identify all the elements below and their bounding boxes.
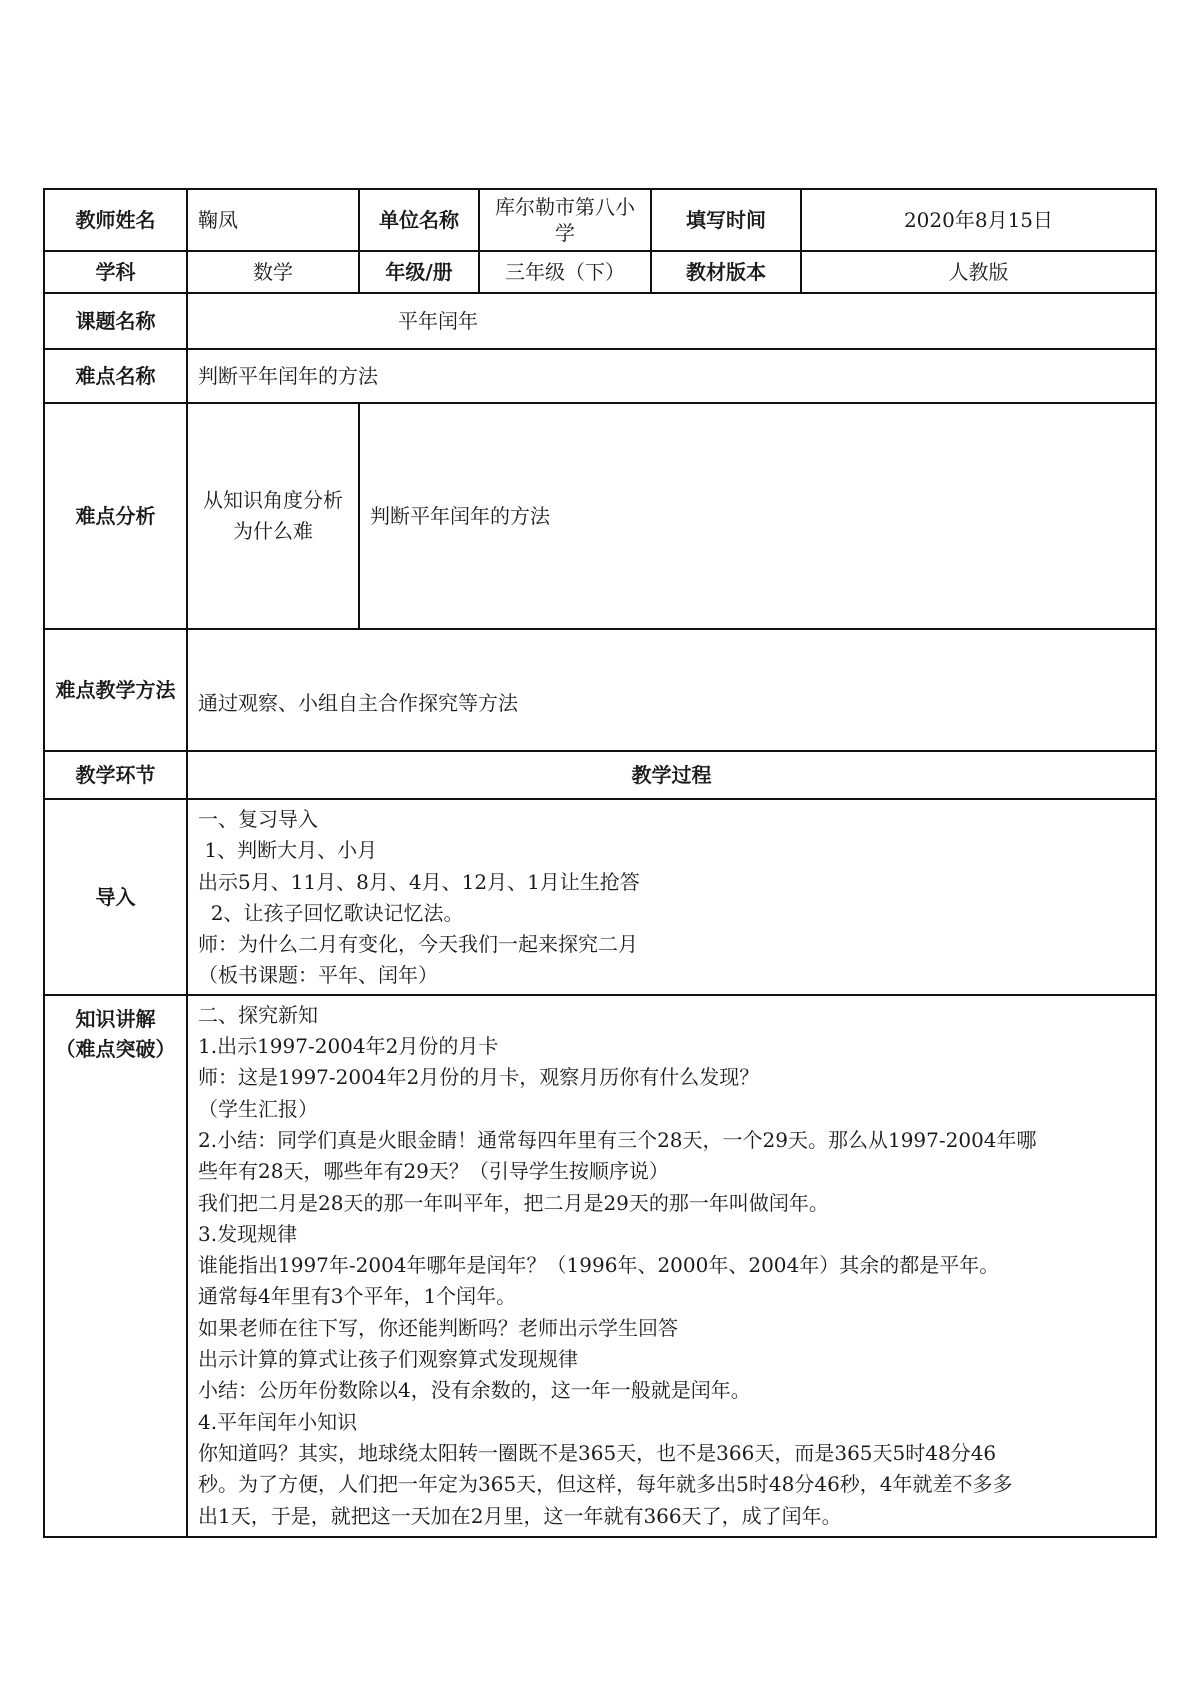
unit-name-value: 库尔勒市第八小学 — [479, 189, 651, 251]
knowledge-line: 通常每4年里有3个平年，1个闰年。 — [198, 1284, 517, 1309]
method-value: 通过观察、小组自主合作探究等方法 — [187, 629, 1156, 751]
knowledge-content — [187, 995, 1156, 1537]
teacher-name-label: 教师姓名 — [44, 189, 187, 251]
knowledge-line: 师：这是1997-2004年2月份的月卡，观察月历你有什么发现？ — [198, 1065, 760, 1090]
intro-line: （板书课题：平年、闰年） — [198, 963, 438, 988]
unit-name-label: 单位名称 — [359, 189, 479, 251]
edition-value: 人教版 — [801, 251, 1156, 293]
fill-date-value: 2020年8月15日 — [801, 189, 1156, 251]
header-row-1 — [44, 189, 1156, 251]
process-content-header: 教学过程 — [187, 751, 1156, 799]
method-row — [44, 629, 1156, 751]
edition-label: 教材版本 — [651, 251, 801, 293]
knowledge-line: 你知道吗？其实，地球绕太阳转一圈既不是365天，也不是366天，而是365天5时48分46 — [198, 1440, 997, 1465]
knowledge-line: 二、探究新知 — [198, 1002, 318, 1027]
knowledge-line: 3.发现规律 — [198, 1221, 298, 1246]
analysis-label: 难点分析 — [44, 403, 187, 629]
knowledge-line: 秒。为了方便，人们把一年定为365天，但这样，每年就多出5时48分46秒，4年就差不多多 — [198, 1472, 1013, 1497]
topic-label: 课题名称 — [44, 293, 187, 349]
knowledge-line: 4.平年闰年小知识 — [198, 1409, 358, 1434]
lesson-plan-table — [43, 188, 1157, 1538]
knowledge-line: 我们把二月是28天的那一年叫平年，把二月是29天的那一年叫做闰年。 — [198, 1190, 829, 1215]
topic-value: 平年闰年 — [187, 293, 1156, 349]
intro-line: 一、复习导入 — [198, 807, 318, 831]
knowledge-line: 如果老师在往下写，你还能判断吗？老师出示学生回答 — [198, 1315, 678, 1340]
knowledge-line: 1.出示1997-2004年2月份的月卡 — [198, 1034, 499, 1059]
topic-row — [44, 293, 1156, 349]
knowledge-label — [44, 995, 187, 1537]
difficulty-value: 判断平年闰年的方法 — [187, 349, 1156, 403]
intro-row — [44, 799, 1156, 995]
grade-value: 三年级（下） — [479, 251, 651, 293]
subject-label: 学科 — [44, 251, 187, 293]
knowledge-line: 出1天，于是，就把这一天加在2月里，这一年就有366天了，成了闰年。 — [198, 1503, 842, 1528]
process-stage-header: 教学环节 — [44, 751, 187, 799]
knowledge-line: 些年有28天，哪些年有29天？（引导学生按顺序说） — [198, 1159, 669, 1184]
knowledge-label-line2: （难点突破） — [55, 1036, 176, 1061]
analysis-sub-label-line2: 为什么难 — [233, 519, 313, 543]
intro-label: 导入 — [44, 799, 187, 995]
analysis-sub-label — [187, 403, 359, 629]
process-header-row — [44, 751, 1156, 799]
teacher-name-value: 鞠凤 — [187, 189, 359, 251]
fill-date-label: 填写时间 — [651, 189, 801, 251]
difficulty-row — [44, 349, 1156, 403]
intro-line: 师：为什么二月有变化，今天我们一起来探究二月 — [198, 932, 638, 957]
analysis-row — [44, 403, 1156, 629]
knowledge-label-line1: 知识讲解 — [75, 1006, 156, 1031]
knowledge-line: 小结：公历年份数除以4，没有余数的，这一年一般就是闰年。 — [198, 1378, 751, 1403]
intro-line: 出示5月、11月、8月、4月、12月、1月让生抢答 — [198, 869, 640, 894]
analysis-value: 判断平年闰年的方法 — [359, 403, 1156, 629]
difficulty-label: 难点名称 — [44, 349, 187, 403]
intro-line: 2、让孩子回忆歌诀记忆法。 — [198, 900, 464, 925]
knowledge-line: （学生汇报） — [198, 1096, 318, 1121]
knowledge-line: 出示计算的算式让孩子们观察算式发现规律 — [198, 1347, 578, 1372]
intro-content — [187, 799, 1156, 995]
knowledge-row — [44, 995, 1156, 1537]
intro-line: 1、判断大月、小月 — [198, 838, 378, 863]
lesson-plan-sheet — [43, 188, 1155, 1538]
knowledge-line: 2.小结：同学们真是火眼金睛！通常每四年里有三个28天，一个29天。那么从1997-2004年哪 — [198, 1127, 1037, 1152]
grade-label: 年级/册 — [359, 251, 479, 293]
knowledge-line: 谁能指出1997年-2004年哪年是闰年？（1996年、2000年、2004年）其余的都是平年。 — [198, 1253, 1000, 1278]
method-label: 难点教学方法 — [44, 629, 187, 751]
header-row-2 — [44, 251, 1156, 293]
analysis-sub-label-line1: 从知识角度分析 — [203, 488, 343, 512]
subject-value: 数学 — [187, 251, 359, 293]
